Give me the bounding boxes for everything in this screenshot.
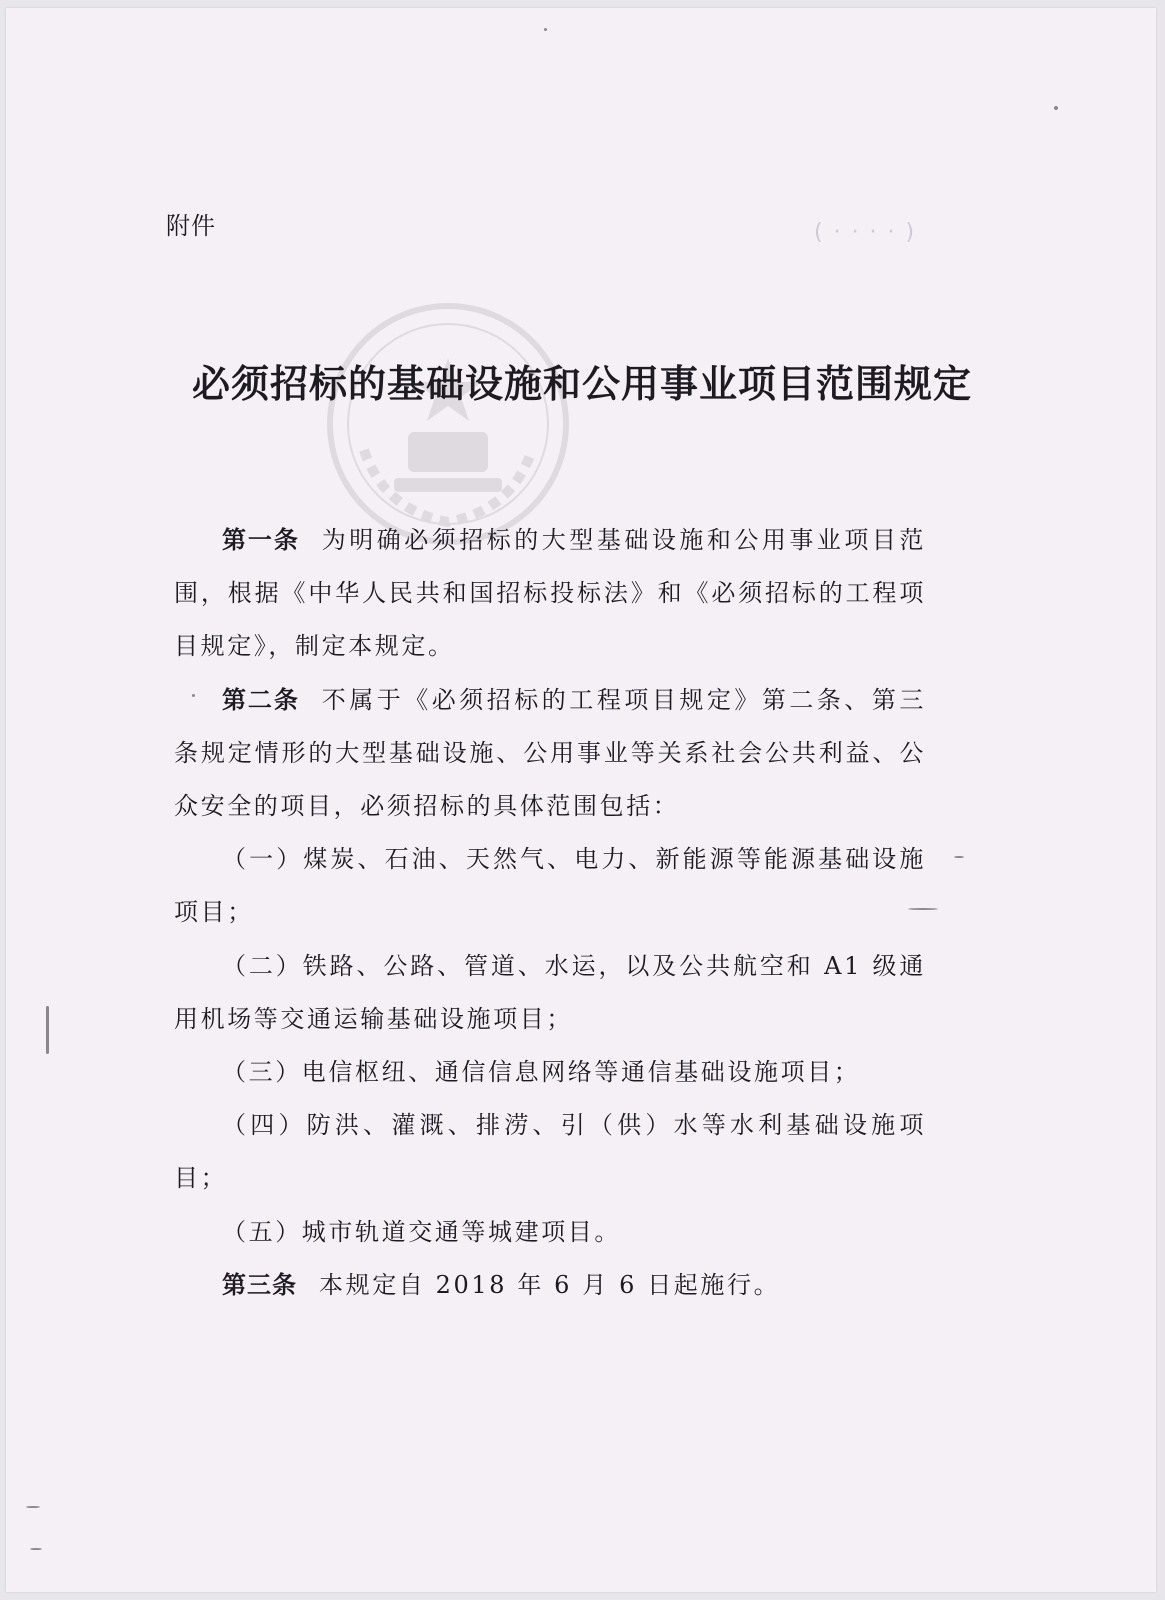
document-page (6, 8, 1156, 1592)
scan-speck (908, 908, 938, 910)
scan-speck (954, 856, 964, 858)
scan-edge-mark (46, 1006, 49, 1054)
document-body (174, 514, 926, 1312)
article-text: 本规定自 2018 年 6 月 6 日起施行。 (319, 1270, 781, 1299)
scan-speck (544, 28, 547, 31)
article-number: 第三条 (222, 1270, 297, 1299)
article-text: 为明确必须招标的大型基础设施和公用事业项目范围，根据《中华人民共和国招标投标法》和《必须招标的工程项目规定》，制定本规定。 (174, 526, 927, 661)
document-title: 必须招标的基础设施和公用事业项目范围规定 (192, 361, 973, 406)
article-1 (174, 514, 926, 674)
article-text: 不属于《必须招标的工程项目规定》第二条、第三条规定情形的大型基础设施、公用事业等关系社会公共利益、公众安全的项目，必须招标的具体范围包括： (174, 685, 927, 821)
list-item: （五）城市轨道交通等城建项目。 (222, 1217, 621, 1246)
faint-stamp-mark: ( · · · · ) (814, 220, 917, 245)
official-seal-icon (324, 300, 572, 548)
article-number: 第一条 (222, 526, 300, 554)
scan-speck (30, 1548, 42, 1550)
scan-speck (192, 694, 195, 697)
scan-speck (26, 1506, 40, 1508)
article-number: 第二条 (222, 685, 300, 714)
list-item: （四）防洪、灌溉、排涝、引（供）水等水利基础设施项目； (174, 1111, 926, 1193)
attachment-label: 附件 (166, 212, 216, 240)
list-item: （一）煤炭、石油、天然气、电力、新能源等能源基础设施项目； (174, 845, 926, 927)
article-2 (174, 674, 926, 834)
list-item: （二）铁路、公路、管道、水运，以及公共航空和 A1 级通用机场等交通运输基础设施项目； (174, 951, 926, 1033)
scan-speck (1054, 106, 1058, 110)
list-item: （三）电信枢纽、通信信息网络等通信基础设施项目； (222, 1058, 861, 1087)
article-3 (174, 1259, 926, 1312)
